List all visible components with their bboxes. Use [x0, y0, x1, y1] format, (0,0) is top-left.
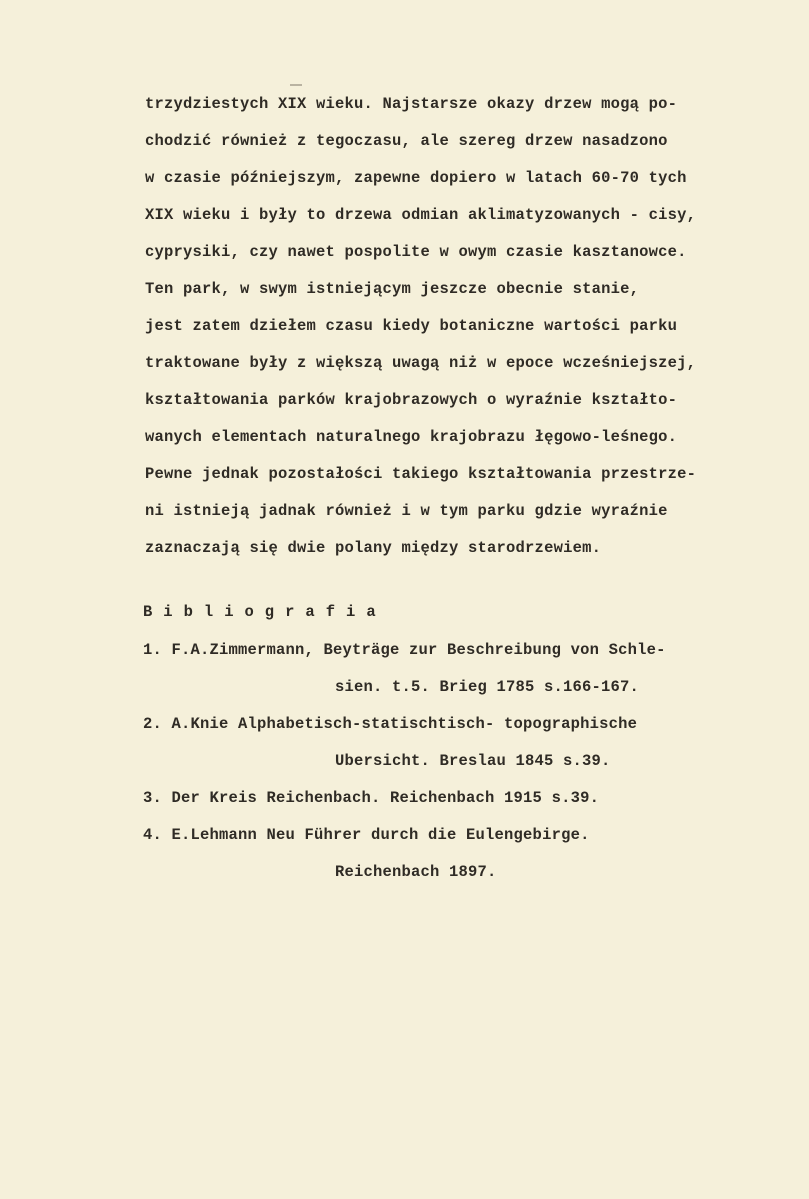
bibliography-entry-2-line-1: 2. A.Knie Alphabetisch-statischtisch- topographische	[143, 715, 638, 733]
body-line-12: ni istnieją jadnak również i w tym parku gdzie wyraźnie	[145, 502, 668, 520]
bibliography-entry-1-line-1: 1. F.A.Zimmermann, Beyträge zur Beschreibung von Schle-	[143, 641, 666, 659]
bibliography-entry-4-line-2: Reichenbach 1897.	[335, 863, 497, 881]
body-line-9: kształtowania parków krajobrazowych o wyraźnie kształto-	[145, 391, 678, 409]
body-line-6: Ten park, w swym istniejącym jeszcze obecnie stanie,	[145, 280, 640, 298]
body-line-10: wanych elementach naturalnego krajobrazu łęgowo-leśnego.	[145, 428, 678, 446]
bibliography-entry-2-line-2: Ubersicht. Breslau 1845 s.39.	[335, 752, 611, 770]
body-line-11: Pewne jednak pozostałości takiego kształtowania przestrze-	[145, 465, 697, 483]
body-line-2: chodzić również z tegoczasu, ale szereg drzew nasadzono	[145, 132, 668, 150]
body-line-3: w czasie późniejszym, zapewne dopiero w latach 60-70 tych	[145, 169, 687, 187]
bibliography-entry-3: 3. Der Kreis Reichenbach. Reichenbach 1915 s.39.	[143, 789, 600, 807]
body-line-8: traktowane były z większą uwagą niż w epoce wcześniejszej,	[145, 354, 697, 372]
body-line-5: cyprysiki, czy nawet pospolite w owym czasie kasztanowce.	[145, 243, 687, 261]
bibliography-title: Bibliografia	[143, 603, 387, 621]
bibliography-entry-4-line-1: 4. E.Lehmann Neu Führer durch die Eulengebirge.	[143, 826, 590, 844]
body-line-1: trzydziestych XIX wieku. Najstarsze okazy drzew mogą po-	[145, 95, 678, 113]
body-line-13: zaznaczają się dwie polany między starodrzewiem.	[145, 539, 602, 557]
page-mark	[290, 84, 302, 86]
body-line-4: XIX wieku i były to drzewa odmian aklimatyzowanych - cisy,	[145, 206, 697, 224]
body-line-7: jest zatem dziełem czasu kiedy botaniczne wartości parku	[145, 317, 678, 335]
bibliography-entry-1-line-2: sien. t.5. Brieg 1785 s.166-167.	[335, 678, 640, 696]
